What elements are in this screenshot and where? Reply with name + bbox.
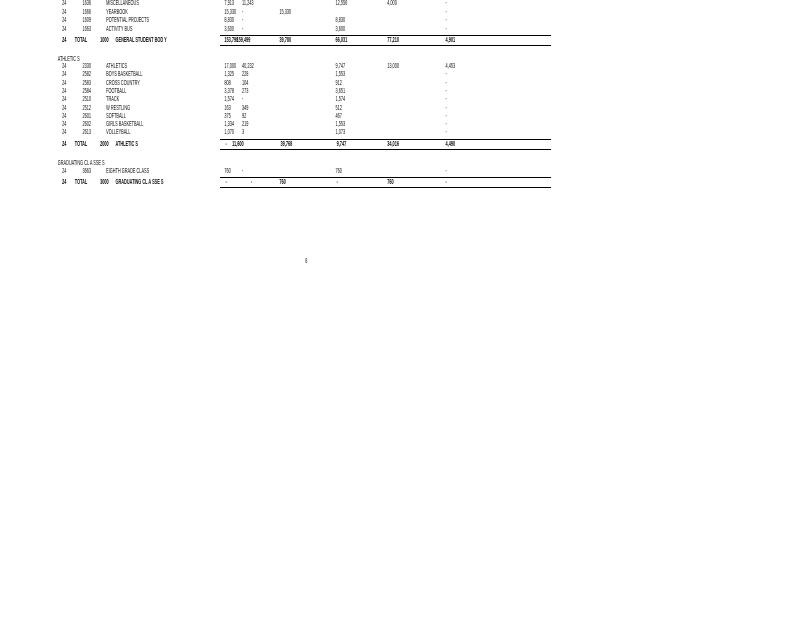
col-d-cell: 467	[335, 112, 342, 120]
name-cell: GENERAL STUDENT BOD Y	[115, 37, 167, 44]
account-name-cell: ATHLETICS	[106, 63, 128, 70]
col-b-cell: 219	[242, 121, 249, 129]
col-d-cell: 9,747	[335, 63, 346, 70]
col-a-cell: 153,798	[224, 37, 239, 44]
table-row	[0, 26, 800, 34]
code-cell: 1636	[82, 0, 92, 7]
graduating-total-row	[0, 179, 800, 187]
col-a-cell: 1,574	[224, 96, 235, 104]
col-f-cell: 4,490	[445, 141, 456, 148]
total-top-rule	[220, 177, 551, 178]
code-cell: 2582	[82, 71, 92, 79]
col-b-cell: 273	[242, 87, 249, 95]
table-row	[0, 168, 800, 176]
code-cell: 1663	[82, 25, 92, 33]
col-f-cell: -	[445, 104, 447, 112]
col-d-cell: 12,556	[335, 0, 348, 7]
col-b-cell: 3	[242, 129, 245, 137]
col-d-cell: 912	[335, 79, 342, 87]
col-b-cell: -	[242, 168, 244, 175]
graduating-heading: GRADUATING CL A SSE S	[57, 160, 105, 167]
table-row	[0, 17, 800, 25]
col-a-cell: 808	[224, 79, 231, 87]
col-f-cell: -	[445, 112, 447, 120]
code-cell: 3000	[100, 179, 109, 186]
col-b-cell: 92	[242, 112, 247, 120]
table-row	[0, 129, 800, 137]
year-cell: 24	[62, 168, 67, 175]
account-name-cell: SOFTBALL	[106, 112, 126, 120]
col-a-cell: 17,000	[224, 63, 237, 70]
col-e-cell: 77,210	[387, 37, 399, 44]
col-b-cell: 40,232	[242, 63, 254, 70]
year-cell: 24	[62, 71, 67, 79]
year-cell: 24	[62, 121, 67, 129]
account-name-cell: FOOTBALL	[106, 87, 127, 95]
year-cell: 24	[62, 112, 67, 120]
col-b-cell: 228	[242, 71, 249, 79]
code-cell: 1666	[82, 8, 92, 16]
col-c-cell: 39,780	[279, 37, 292, 44]
table-row	[0, 71, 800, 79]
name-cell: GRADUATING CL A SSE S	[115, 179, 164, 186]
col-f-cell: -	[445, 17, 447, 24]
account-name-cell: BOYS BASKETBALL	[106, 71, 143, 79]
total-top-rule	[220, 139, 551, 140]
account-name-cell: VOLLEYBALL	[106, 129, 131, 137]
col-a-cell: 163	[224, 104, 231, 112]
col-a-cell: 3,378	[224, 87, 235, 95]
col-a-cell: 15,330	[224, 8, 237, 16]
account-name-cell: CROSS COUNTRY	[106, 79, 140, 87]
year-cell: 24	[62, 141, 67, 148]
code-cell: 2330	[82, 63, 92, 70]
col-d-cell: 1,073	[335, 129, 346, 137]
col-a-cell: 375	[224, 112, 231, 120]
account-name-cell: ACTIVITY BUS	[106, 25, 133, 33]
year-cell: 24	[62, 104, 67, 112]
col-b-cell: 11,243	[242, 0, 254, 7]
table-row	[0, 113, 800, 121]
col-c-cell: 15,330	[279, 8, 292, 16]
code-cell: 2583	[82, 79, 92, 87]
col-c-cell: 760	[279, 179, 286, 186]
table-row	[0, 96, 800, 104]
code-cell: 2512	[82, 104, 92, 112]
year-cell: 24	[62, 96, 67, 104]
col-f-cell: -	[445, 25, 447, 33]
year-cell: 24	[62, 179, 67, 186]
col-f-cell: -	[445, 129, 447, 137]
athletic-total-row	[0, 141, 800, 149]
col-a-cell: 1,325	[224, 71, 235, 79]
account-name-cell: EIGHTH GRADE CLASS	[106, 168, 150, 175]
col-f-cell: -	[445, 87, 447, 95]
account-name-cell: TRACK	[106, 96, 120, 104]
code-cell: 2584	[82, 87, 92, 95]
col-e-cell: 34,016	[387, 141, 399, 148]
code-cell: 1000	[100, 37, 109, 44]
table-row	[0, 80, 800, 88]
col-d-cell: 1,553	[335, 121, 346, 129]
year-cell: 24	[62, 37, 67, 44]
col-f-cell: 4,453	[445, 63, 456, 70]
table-row	[0, 88, 800, 96]
col-f-cell: 4,901	[445, 37, 456, 44]
col-d-cell: 1,553	[335, 71, 346, 79]
col-a-cell: -	[225, 179, 227, 186]
account-name-cell: GIRLS BASKETBALL	[106, 121, 144, 129]
col-b-cell: -	[242, 96, 244, 104]
table-row	[0, 121, 800, 129]
total-bottom-rule	[220, 45, 551, 46]
year-cell: 24	[62, 0, 67, 7]
col-a-cell: 8,830	[224, 17, 235, 24]
col-d-cell: 3,651	[335, 87, 346, 95]
col-f-cell: -	[445, 0, 447, 7]
col-f-cell: -	[445, 8, 447, 16]
code-cell: 2510	[82, 96, 92, 104]
col-f-cell: -	[445, 71, 447, 79]
col-d-cell: 9,747	[336, 141, 347, 148]
col-a-cell: 1,334	[224, 121, 235, 129]
col-d-cell: 1,574	[335, 96, 346, 104]
col-b-cell: 104	[242, 79, 249, 87]
col-b-cell: -	[242, 25, 244, 33]
year-cell: 24	[62, 63, 67, 70]
col-e-cell: 760	[387, 179, 394, 186]
col-f-cell: -	[445, 179, 447, 186]
col-d-cell: 66,031	[335, 37, 348, 44]
col-e-cell: 4,000	[387, 0, 397, 7]
total-label: TOTAL	[74, 141, 88, 148]
col-b-cell: -	[242, 8, 244, 16]
col-b-cell: 159,499	[236, 37, 251, 44]
col-e-cell: 13,000	[387, 63, 399, 70]
col-d-cell: 8,830	[335, 17, 346, 24]
year-cell: 24	[62, 17, 67, 24]
table-row	[0, 9, 800, 17]
general-total-row	[0, 37, 800, 45]
year-cell: 24	[62, 25, 67, 33]
col-b-cell: 11,600	[232, 141, 244, 148]
page-number: 8	[305, 258, 308, 265]
account-name-cell: MISCELLANEOUS	[106, 0, 139, 7]
col-a-cell: 1,070	[224, 129, 235, 137]
total-bottom-rule	[220, 149, 551, 150]
total-label: TOTAL	[74, 37, 88, 44]
code-cell: 2601	[82, 112, 92, 120]
code-cell: 1609	[82, 17, 92, 24]
col-b-cell: -	[242, 17, 244, 24]
year-cell: 24	[62, 8, 67, 16]
col-a-cell: 7,913	[224, 0, 235, 7]
col-b-cell: -	[250, 179, 253, 186]
total-bottom-rule	[220, 187, 551, 188]
col-a-cell: -	[225, 141, 227, 148]
account-name-cell: YEARBOOK	[106, 8, 128, 16]
code-cell: 2000	[100, 141, 109, 148]
col-a-cell: 3,600	[224, 25, 235, 33]
table-row	[0, 63, 800, 71]
table-row	[0, 105, 800, 113]
col-d-cell: -	[336, 179, 338, 186]
col-d-cell: 760	[335, 168, 342, 175]
athletics-heading: ATHLETIC S	[57, 56, 80, 63]
code-cell: 2613	[82, 129, 92, 137]
total-label: TOTAL	[74, 179, 88, 186]
code-cell: 2602	[82, 121, 92, 129]
table-row	[0, 0, 800, 8]
col-a-cell: 760	[224, 168, 231, 175]
col-f-cell: -	[445, 96, 447, 104]
account-name-cell: POTENTIAL PROJECTS	[106, 17, 150, 24]
year-cell: 24	[62, 79, 67, 87]
year-cell: 24	[62, 87, 67, 95]
col-f-cell: -	[445, 121, 447, 129]
account-name-cell: W RESTLING	[106, 104, 131, 112]
col-d-cell: 512	[335, 104, 342, 112]
code-cell: 3663	[82, 168, 92, 175]
col-b-cell: 349	[242, 104, 249, 112]
col-d-cell: 3,600	[335, 25, 346, 33]
col-c-cell: 39,768	[280, 141, 293, 148]
year-cell: 24	[62, 129, 67, 137]
col-f-cell: -	[445, 168, 447, 175]
name-cell: ATHLETIC S	[115, 141, 138, 148]
col-f-cell: -	[445, 79, 447, 87]
total-top-rule	[220, 35, 551, 36]
